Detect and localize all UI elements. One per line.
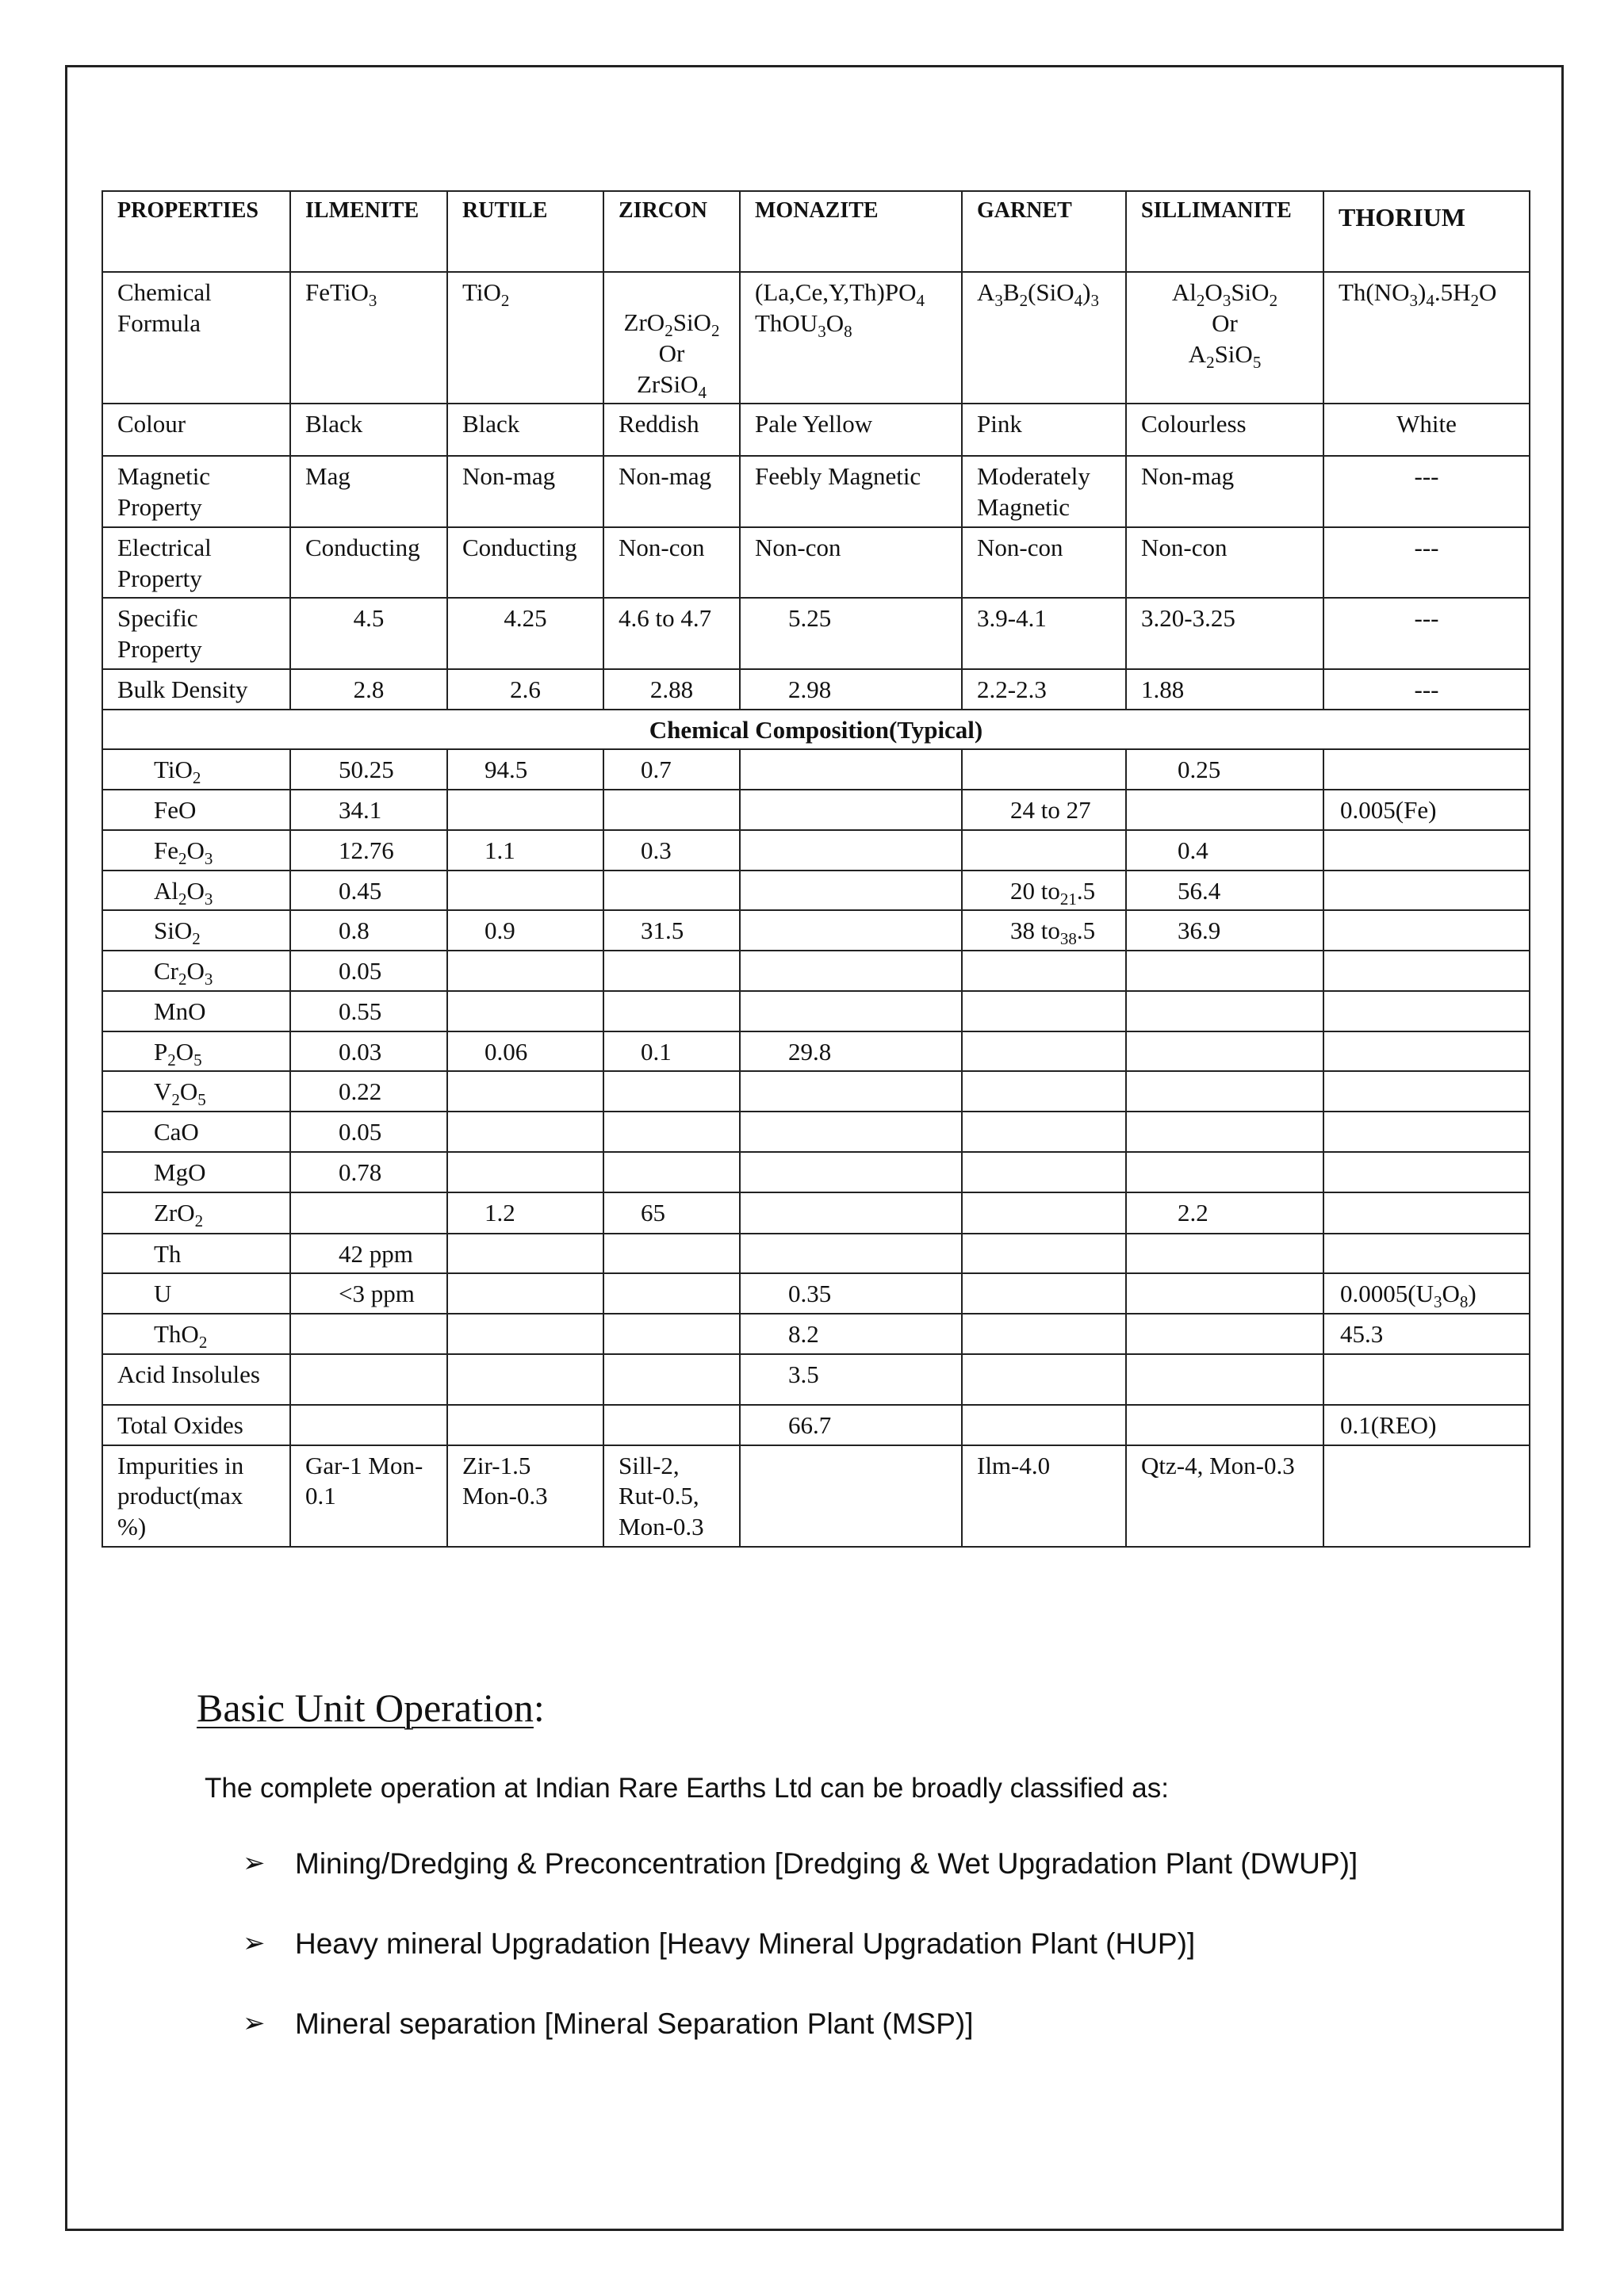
section-heading-colon: : bbox=[533, 1686, 545, 1730]
table-cell: 0.8 bbox=[290, 910, 447, 951]
table-cell: 5.25 bbox=[740, 598, 962, 669]
table-cell bbox=[1323, 1234, 1530, 1274]
section-heading-text: Basic Unit Operation bbox=[197, 1686, 534, 1730]
table-cell: Reddish bbox=[603, 404, 740, 456]
table-cell bbox=[603, 951, 740, 991]
composition-header-row bbox=[102, 710, 1530, 750]
table-row bbox=[102, 1031, 1530, 1072]
table-row bbox=[102, 790, 1530, 830]
table-cell bbox=[740, 1192, 962, 1234]
arrow-bullet-icon: ➢ bbox=[243, 1928, 266, 1958]
row-label: Electrical Property bbox=[102, 527, 290, 599]
header-cell: GARNET bbox=[962, 191, 1126, 272]
table-cell: 3.9-4.1 bbox=[962, 598, 1126, 669]
table-cell bbox=[603, 1112, 740, 1152]
table-row bbox=[102, 456, 1530, 527]
table-cell bbox=[1126, 1273, 1323, 1314]
table-cell bbox=[740, 991, 962, 1031]
table-cell bbox=[1323, 1445, 1530, 1547]
table-row bbox=[102, 1273, 1530, 1314]
table-cell: Zir-1.5 Mon-0.3 bbox=[447, 1445, 603, 1547]
table-cell bbox=[1126, 1314, 1323, 1354]
table-cell bbox=[290, 1314, 447, 1354]
table-cell bbox=[603, 871, 740, 911]
table-cell bbox=[740, 790, 962, 830]
table-cell bbox=[740, 1234, 962, 1274]
table-cell bbox=[740, 1071, 962, 1112]
table-cell: Mag bbox=[290, 456, 447, 527]
table-row bbox=[102, 1192, 1530, 1234]
formula-rutile: TiO$_2$ bbox=[447, 272, 603, 404]
table-cell bbox=[1323, 830, 1530, 871]
table-cell: 0.005(Fe) bbox=[1323, 790, 1530, 830]
table-cell: 12.76 bbox=[290, 830, 447, 871]
table-cell: Non-mag bbox=[1126, 456, 1323, 527]
table-cell: Colourless bbox=[1126, 404, 1323, 456]
table-cell bbox=[603, 1273, 740, 1314]
table-cell: --- bbox=[1323, 598, 1530, 669]
table-cell bbox=[1323, 1354, 1530, 1405]
table-cell: 0.03 bbox=[290, 1031, 447, 1072]
table-cell: 3.5 bbox=[740, 1354, 962, 1405]
composition-title: Chemical Composition(Typical) bbox=[102, 710, 1530, 750]
row-label: Impurities in product(max %) bbox=[102, 1445, 290, 1547]
table-cell bbox=[1126, 1112, 1323, 1152]
bullet-item bbox=[243, 1927, 1358, 2007]
table-cell: 45.3 bbox=[1323, 1314, 1530, 1354]
table-cell: 1.88 bbox=[1126, 669, 1323, 710]
table-cell: 29.8 bbox=[740, 1031, 962, 1072]
bullet-list bbox=[243, 1847, 1358, 2087]
bullet-text: Mining/Dredging & Preconcentration [Dredging & Wet Upgradation Plant (DWUP)] bbox=[295, 1847, 1358, 1880]
formula-monazite: $(La,Ce,Y,Th)PO_4$ $ThOU_3O_8$ bbox=[740, 272, 962, 404]
table-cell bbox=[447, 1234, 603, 1274]
table-cell: 0.55 bbox=[290, 991, 447, 1031]
row-label: ZrO$_2$ bbox=[102, 1192, 290, 1234]
table-cell bbox=[1126, 1354, 1323, 1405]
table-cell bbox=[603, 790, 740, 830]
table-row bbox=[102, 272, 1530, 404]
bullet-text: Mineral separation [Mineral Separation Plant (MSP)] bbox=[295, 2007, 974, 2040]
row-label: $V_2O_5$ bbox=[102, 1071, 290, 1112]
table-cell: 2.2-2.3 bbox=[962, 669, 1126, 710]
table-cell: 0.1(REO) bbox=[1323, 1405, 1530, 1445]
table-row bbox=[102, 749, 1530, 790]
header-cell: ILMENITE bbox=[290, 191, 447, 272]
table-header-row bbox=[102, 191, 1530, 272]
table-cell: 0.3 bbox=[603, 830, 740, 871]
header-cell: THORIUM bbox=[1323, 191, 1530, 272]
table-cell bbox=[740, 1152, 962, 1192]
table-row bbox=[102, 1314, 1530, 1354]
row-label: $P_2O_5$ bbox=[102, 1031, 290, 1072]
table-cell: Black bbox=[290, 404, 447, 456]
table-cell: 8.2 bbox=[740, 1314, 962, 1354]
table-row bbox=[102, 1112, 1530, 1152]
table-cell bbox=[603, 1234, 740, 1274]
row-label: MnO bbox=[102, 991, 290, 1031]
table-cell: 0.05 bbox=[290, 1112, 447, 1152]
table-cell: 1.1 bbox=[447, 830, 603, 871]
mineral-properties-table bbox=[102, 190, 1530, 1548]
table-cell bbox=[740, 749, 962, 790]
table-cell bbox=[447, 1354, 603, 1405]
table-cell: 2.98 bbox=[740, 669, 962, 710]
table-cell bbox=[447, 790, 603, 830]
table-cell: Non-con bbox=[603, 527, 740, 599]
row-label: Total Oxides bbox=[102, 1405, 290, 1445]
table-cell: 0.78 bbox=[290, 1152, 447, 1192]
table-cell bbox=[447, 991, 603, 1031]
row-label: SiO$_2$ bbox=[102, 910, 290, 951]
table-cell bbox=[962, 1314, 1126, 1354]
row-label: FeO bbox=[102, 790, 290, 830]
table-cell: 56.4 bbox=[1126, 871, 1323, 911]
table-cell: Non-con bbox=[1126, 527, 1323, 599]
table-cell bbox=[603, 991, 740, 1031]
table-cell: 4.25 bbox=[447, 598, 603, 669]
table-cell: 0.7 bbox=[603, 749, 740, 790]
table-cell bbox=[740, 1445, 962, 1547]
table-cell: Moderately Magnetic bbox=[962, 456, 1126, 527]
table-cell: Non-con bbox=[962, 527, 1126, 599]
table-cell: Black bbox=[447, 404, 603, 456]
table-cell bbox=[290, 1405, 447, 1445]
table-cell bbox=[962, 1031, 1126, 1072]
table-row bbox=[102, 1445, 1530, 1547]
table-cell bbox=[1126, 1152, 1323, 1192]
table-cell bbox=[962, 991, 1126, 1031]
table-row bbox=[102, 830, 1530, 871]
table-cell: 24 to 27 bbox=[962, 790, 1126, 830]
row-label: Magnetic Property bbox=[102, 456, 290, 527]
table-cell bbox=[740, 830, 962, 871]
table-row bbox=[102, 1152, 1530, 1192]
table-cell: --- bbox=[1323, 527, 1530, 599]
table-row bbox=[102, 669, 1530, 710]
physical-properties-body bbox=[102, 404, 1530, 709]
table-cell: Non-mag bbox=[603, 456, 740, 527]
header-cell: PROPERTIES bbox=[102, 191, 290, 272]
table-cell bbox=[1126, 1071, 1323, 1112]
table-cell bbox=[603, 1354, 740, 1405]
bullet-item bbox=[243, 2007, 1358, 2087]
table-cell: 0.22 bbox=[290, 1071, 447, 1112]
row-label: Colour bbox=[102, 404, 290, 456]
bullet-text: Heavy mineral Upgradation [Heavy Mineral Upgradation Plant (HUP)] bbox=[295, 1927, 1196, 1960]
formula-zircon: ZrO$_2$SiO$_2$ Or ZrSiO$_4$ bbox=[603, 272, 740, 404]
row-label: ThO$_2$ bbox=[102, 1314, 290, 1354]
section-intro: The complete operation at Indian Rare Earths Ltd can be broadly classified as: bbox=[205, 1773, 1169, 1804]
table-cell: 0.4 bbox=[1126, 830, 1323, 871]
table-cell: 34.1 bbox=[290, 790, 447, 830]
table-cell: 4.5 bbox=[290, 598, 447, 669]
table-cell bbox=[447, 1314, 603, 1354]
table-cell bbox=[962, 1354, 1126, 1405]
table-cell bbox=[962, 1152, 1126, 1192]
table-cell bbox=[1323, 1031, 1530, 1072]
table-cell bbox=[962, 1273, 1126, 1314]
table-cell bbox=[1126, 991, 1323, 1031]
row-label: U bbox=[102, 1273, 290, 1314]
table-cell: 2.88 bbox=[603, 669, 740, 710]
table-cell bbox=[962, 1071, 1126, 1112]
arrow-bullet-icon: ➢ bbox=[243, 1848, 266, 1878]
formula-thorium: $Th(NO_3)_4.5H_2O$ bbox=[1323, 272, 1530, 404]
table-row bbox=[102, 1405, 1530, 1445]
formula-sillimanite: $Al_2O_3SiO_2$ Or $A_2SiO_5$ bbox=[1126, 272, 1323, 404]
row-label: Acid Insolules bbox=[102, 1354, 290, 1405]
table-cell bbox=[740, 1112, 962, 1152]
table-cell: 0.1 bbox=[603, 1031, 740, 1072]
table-cell: 65 bbox=[603, 1192, 740, 1234]
table-cell bbox=[603, 1405, 740, 1445]
formula-ilmenite: FeTiO$_3$ bbox=[290, 272, 447, 404]
table-cell bbox=[962, 749, 1126, 790]
table-cell bbox=[740, 951, 962, 991]
table-cell: Non-con bbox=[740, 527, 962, 599]
row-label: $Al_2O_3$ bbox=[102, 871, 290, 911]
arrow-bullet-icon: ➢ bbox=[243, 2008, 266, 2038]
table-cell bbox=[1126, 1405, 1323, 1445]
table-row bbox=[102, 951, 1530, 991]
table-cell: 0.06 bbox=[447, 1031, 603, 1072]
table-cell: Pale Yellow bbox=[740, 404, 962, 456]
table-cell: 42 ppm bbox=[290, 1234, 447, 1274]
table-cell: Conducting bbox=[447, 527, 603, 599]
table-cell: White bbox=[1323, 404, 1530, 456]
table-row bbox=[102, 1071, 1530, 1112]
header-cell: ZIRCON bbox=[603, 191, 740, 272]
table-cell: Non-mag bbox=[447, 456, 603, 527]
table-cell bbox=[1126, 1234, 1323, 1274]
row-label: CaO bbox=[102, 1112, 290, 1152]
table-cell bbox=[740, 910, 962, 951]
table-cell: 66.7 bbox=[740, 1405, 962, 1445]
table-cell: Sill-2, Rut-0.5, Mon-0.3 bbox=[603, 1445, 740, 1547]
table-cell bbox=[962, 1234, 1126, 1274]
table-row bbox=[102, 527, 1530, 599]
table-cell bbox=[447, 1112, 603, 1152]
table-row bbox=[102, 404, 1530, 456]
header-cell: MONAZITE bbox=[740, 191, 962, 272]
table-cell: 2.8 bbox=[290, 669, 447, 710]
table-cell: 2.6 bbox=[447, 669, 603, 710]
row-label: Chemical Formula bbox=[102, 272, 290, 404]
table-cell bbox=[1126, 1031, 1323, 1072]
table-cell bbox=[962, 830, 1126, 871]
bullet-item bbox=[243, 1847, 1358, 1927]
composition-body bbox=[102, 749, 1530, 1547]
table-cell bbox=[962, 1405, 1126, 1445]
row-label: TiO$_2$ bbox=[102, 749, 290, 790]
table-cell bbox=[447, 871, 603, 911]
table-cell: 2.2 bbox=[1126, 1192, 1323, 1234]
table-row bbox=[102, 910, 1530, 951]
table-cell bbox=[1323, 1112, 1530, 1152]
formula-garnet: $A_3B_2(SiO_4)_3$ bbox=[962, 272, 1126, 404]
row-label: Bulk Density bbox=[102, 669, 290, 710]
table-cell: 0.05 bbox=[290, 951, 447, 991]
row-label: MgO bbox=[102, 1152, 290, 1192]
table-row bbox=[102, 1354, 1530, 1405]
table-cell: 50.25 bbox=[290, 749, 447, 790]
table-row bbox=[102, 871, 1530, 911]
table-cell: Qtz-4, Mon-0.3 bbox=[1126, 1445, 1323, 1547]
table-cell bbox=[603, 1314, 740, 1354]
header-cell: RUTILE bbox=[447, 191, 603, 272]
table-cell bbox=[1323, 951, 1530, 991]
row-label: Th bbox=[102, 1234, 290, 1274]
table-cell bbox=[447, 951, 603, 991]
table-cell: 0.9 bbox=[447, 910, 603, 951]
table-cell bbox=[1126, 951, 1323, 991]
table-cell: 94.5 bbox=[447, 749, 603, 790]
table-cell bbox=[1126, 790, 1323, 830]
table-cell bbox=[1323, 1071, 1530, 1112]
table-cell: 4.6 to 4.7 bbox=[603, 598, 740, 669]
table-cell: Gar-1 Mon-0.1 bbox=[290, 1445, 447, 1547]
table-cell bbox=[962, 1112, 1126, 1152]
table-cell bbox=[740, 871, 962, 911]
table-cell bbox=[447, 1273, 603, 1314]
table-cell: Pink bbox=[962, 404, 1126, 456]
table-cell bbox=[1323, 910, 1530, 951]
table-cell: 36.9 bbox=[1126, 910, 1323, 951]
table-cell: --- bbox=[1323, 669, 1530, 710]
table-cell: 38 $to_{38}.5$ bbox=[962, 910, 1126, 951]
table-cell: 0.45 bbox=[290, 871, 447, 911]
table-cell: 1.2 bbox=[447, 1192, 603, 1234]
table-cell bbox=[1323, 1192, 1530, 1234]
table-cell bbox=[290, 1192, 447, 1234]
table-cell: Feebly Magnetic bbox=[740, 456, 962, 527]
table-cell bbox=[290, 1354, 447, 1405]
row-label: $Fe_2O_3$ bbox=[102, 830, 290, 871]
row-label: Specific Property bbox=[102, 598, 290, 669]
table-cell: <3 ppm bbox=[290, 1273, 447, 1314]
table-cell bbox=[1323, 1152, 1530, 1192]
header-cell: SILLIMANITE bbox=[1126, 191, 1323, 272]
table-cell: --- bbox=[1323, 456, 1530, 527]
table-cell: Conducting bbox=[290, 527, 447, 599]
section-heading bbox=[197, 1685, 545, 1731]
table-row bbox=[102, 1234, 1530, 1274]
table-cell bbox=[962, 1192, 1126, 1234]
table-cell: 31.5 bbox=[603, 910, 740, 951]
table-row bbox=[102, 991, 1530, 1031]
table-cell bbox=[447, 1405, 603, 1445]
table-cell bbox=[447, 1152, 603, 1192]
table-cell: 20 $to_{21}.5$ bbox=[962, 871, 1126, 911]
table-cell bbox=[603, 1152, 740, 1192]
table-cell bbox=[603, 1071, 740, 1112]
table-cell bbox=[962, 951, 1126, 991]
table-cell bbox=[1323, 749, 1530, 790]
table-cell: Ilm-4.0 bbox=[962, 1445, 1126, 1547]
table-cell bbox=[447, 1071, 603, 1112]
table-cell bbox=[1323, 871, 1530, 911]
table-row bbox=[102, 598, 1530, 669]
table-cell: 0.35 bbox=[740, 1273, 962, 1314]
table-cell bbox=[1323, 991, 1530, 1031]
table-cell: 3.20-3.25 bbox=[1126, 598, 1323, 669]
table-cell: $0.0005(U_3O_8)$ bbox=[1323, 1273, 1530, 1314]
table-cell: 0.25 bbox=[1126, 749, 1323, 790]
row-label: $Cr_2O_3$ bbox=[102, 951, 290, 991]
